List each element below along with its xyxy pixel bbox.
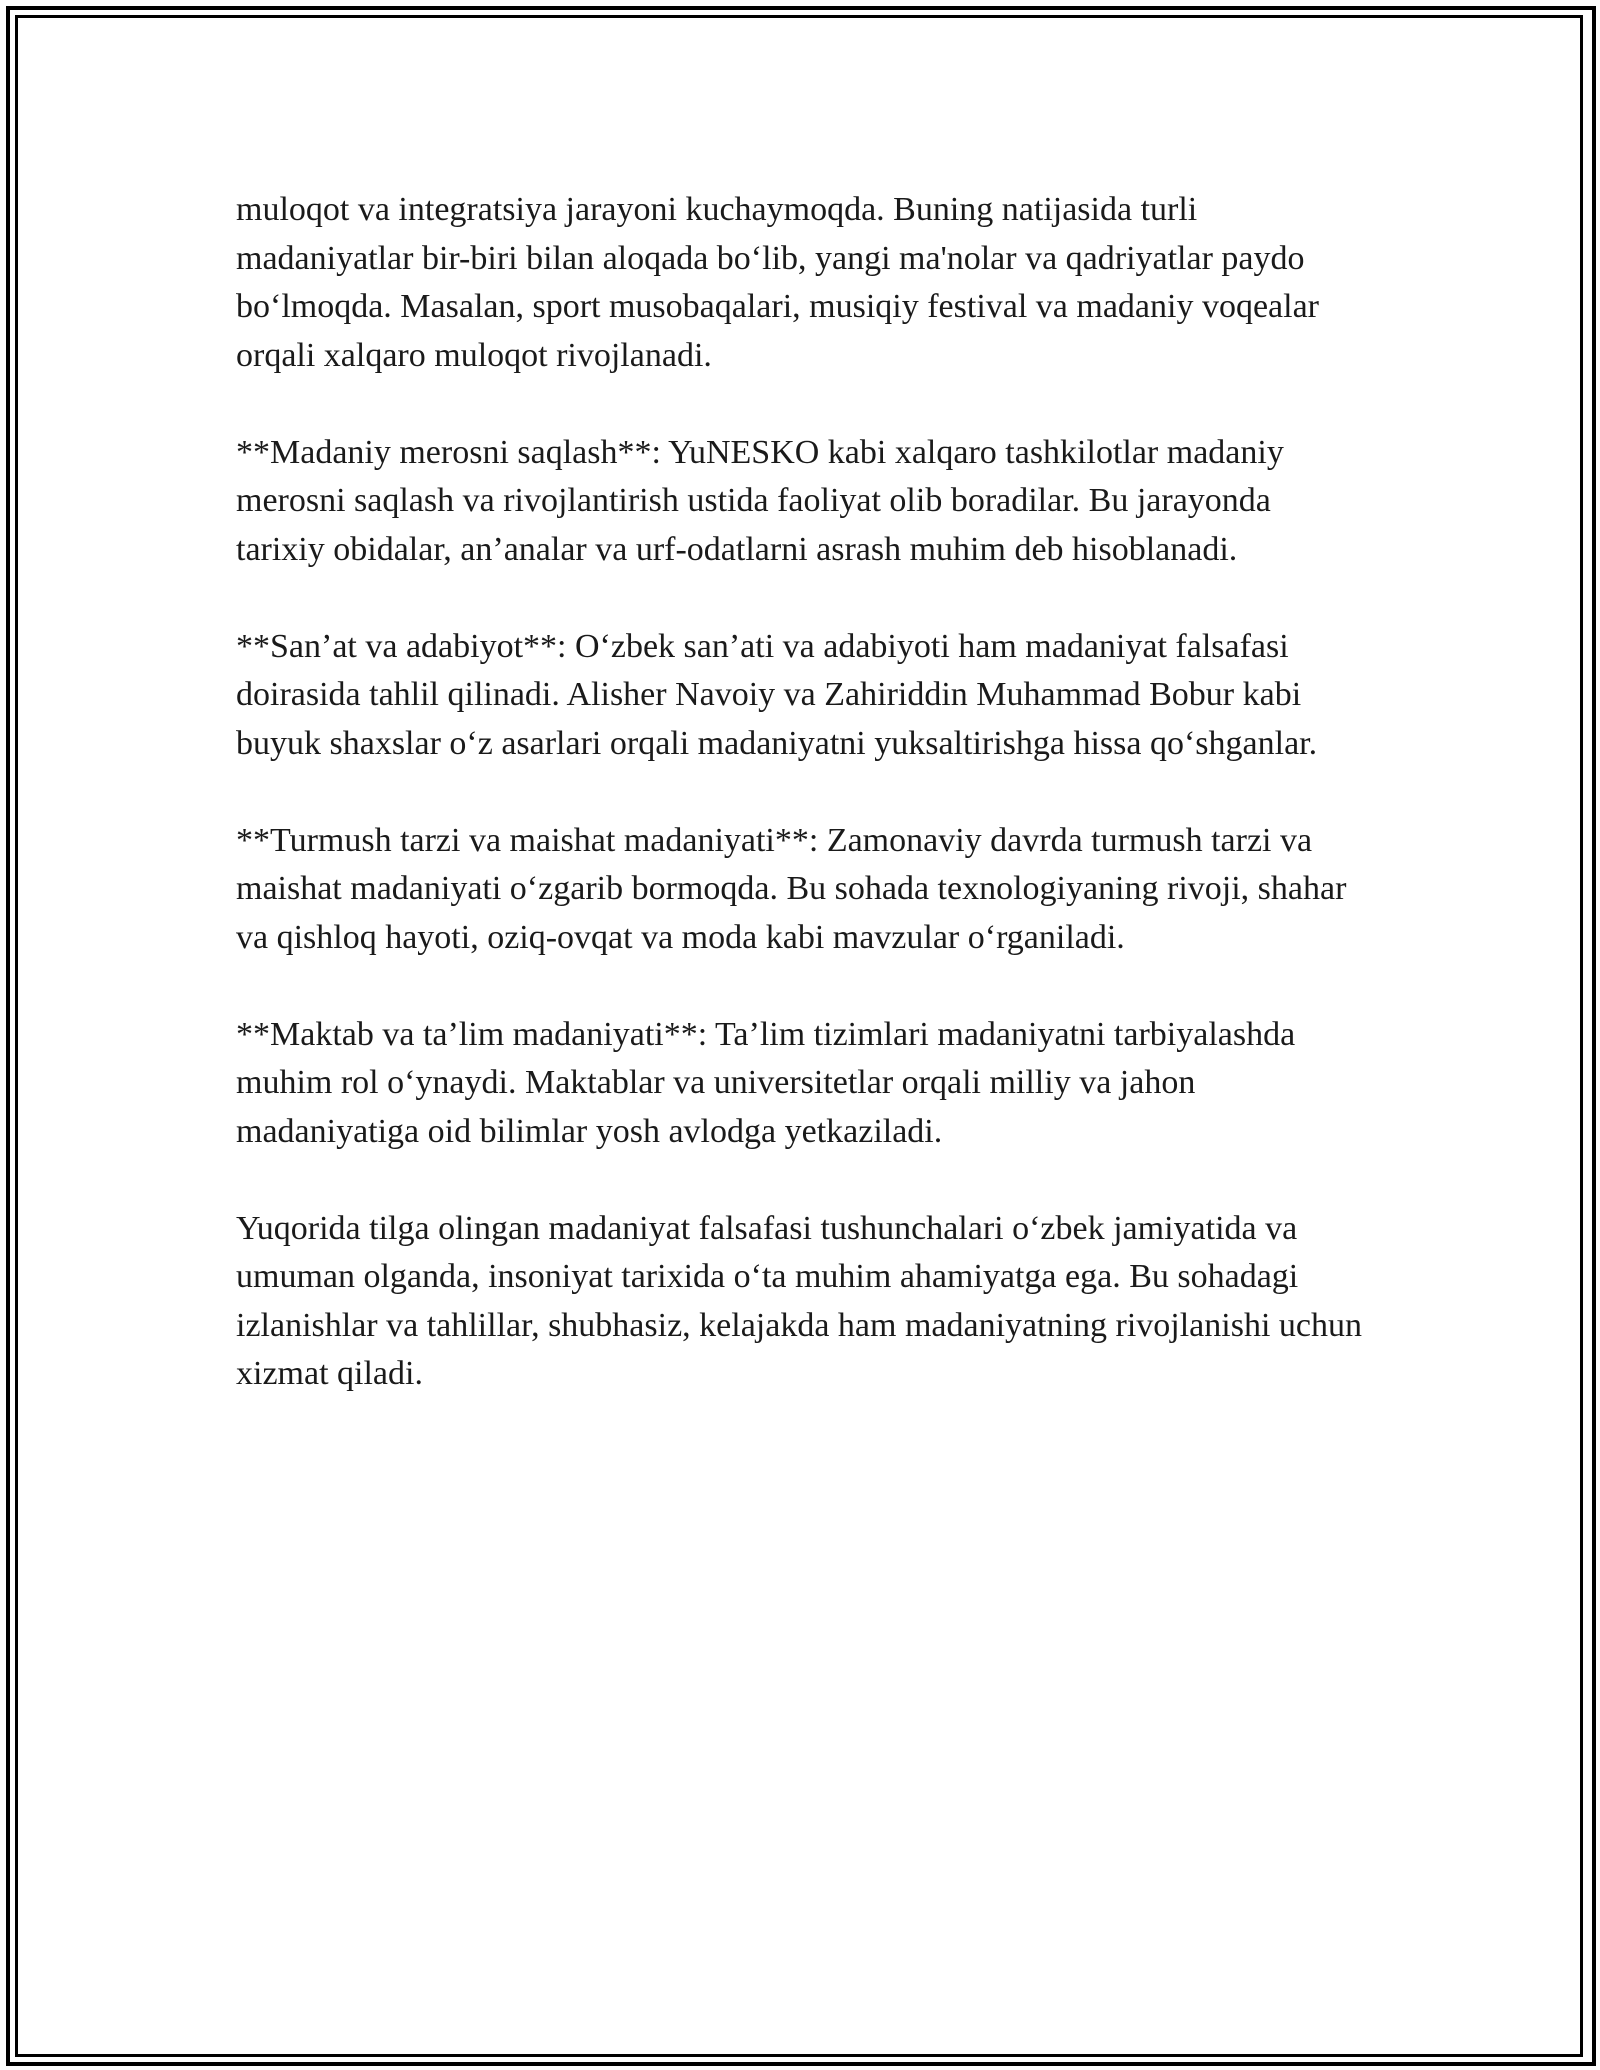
paragraph-intro-continuation: muloqot va integratsiya jarayoni kuchaymoqda. Buning natijasida turli madaniyatlar bir-biri bilan aloqada bo‘lib, yangi ma'nolar va qadriyatlar paydo bo‘lmoqda. Masalan, sport musobaqalari, musiqiy festival va madaniy voqealar orqali xalqaro muloqot rivojlanadi.: [236, 191, 1320, 374]
paragraph-education-culture: **Maktab va ta’lim madaniyati**: Ta’lim tizimlari madaniyatni tarbiyalashda muhim rol o‘ynaydi. Maktablar va universitetlar orqali milliy va jahon madaniyatiga oid bilimlar yosh avlodga yetkaziladi.: [236, 1015, 1296, 1150]
paragraph-lifestyle-culture: **Turmush tarzi va maishat madaniyati**: Zamonaviy davrda turmush tarzi va maishat madaniyati o‘zgarib bormoqda. Bu sohada texnologiyaning rivoji, shahar va qishloq hayoti, oziq-ovqat va moda kabi mavzular o‘rganiladi.: [236, 821, 1347, 956]
document-body: [236, 186, 1366, 1447]
paragraph-conclusion: Yuqorida tilga olingan madaniyat falsafasi tushunchalari o‘zbek jamiyatida va umuman olganda, insoniyat tarixida o‘ta muhim ahamiyatga ega. Bu sohadagi izlanishlar va tahlillar, shubhasiz, kelajakda ham madaniyatning rivojlanishi uchun xizmat qiladi.: [236, 1209, 1362, 1392]
paragraph-cultural-heritage: **Madaniy merosni saqlash**: YuNESKO kabi xalqaro tashkilotlar madaniy merosni saqlash va rivojlantirish ustida faoliyat olib boradilar. Bu jarayonda tarixiy obidalar, an’analar va urf-odatlarni asrash muhim deb hisoblanadi.: [236, 433, 1284, 568]
paragraph-art-literature: **San’at va adabiyot**: O‘zbek san’ati va adabiyoti ham madaniyat falsafasi doirasida tahlil qilinadi. Alisher Navoiy va Zahiriddin Muhammad Bobur kabi buyuk shaxslar o‘z asarlari orqali madaniyatni yuksaltirishga hissa qo‘shganlar.: [236, 627, 1318, 762]
